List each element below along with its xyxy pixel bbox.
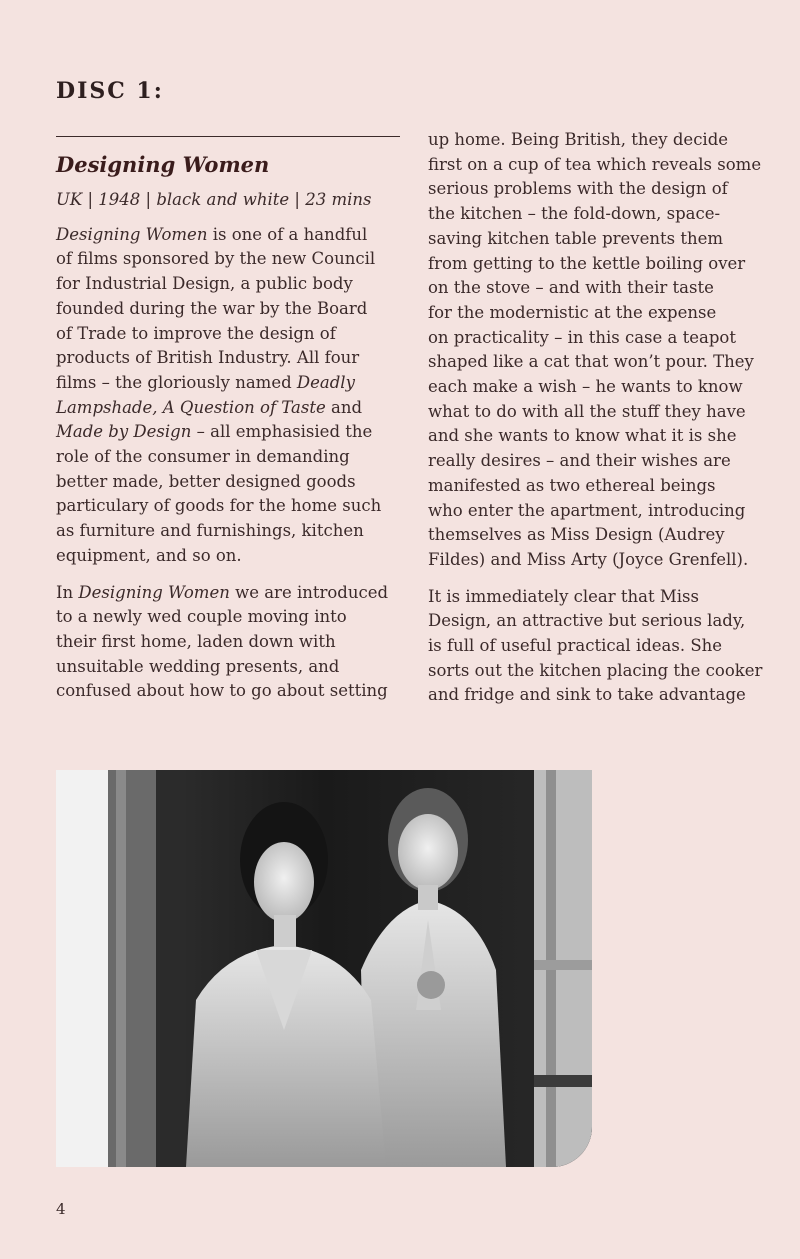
left-paragraph-1 <box>56 223 404 569</box>
text-line <box>56 272 404 297</box>
text-line: manifested as two ethereal beings <box>428 475 716 495</box>
text-run: In <box>56 582 79 602</box>
text-run: equipment, and so on. <box>56 545 242 565</box>
text-line: who enter the apartment, introducing <box>428 500 746 520</box>
text-line <box>56 247 404 272</box>
text-line: on the stove – and with their taste <box>428 278 714 298</box>
text-line <box>56 470 404 495</box>
text-line <box>56 679 404 704</box>
text-line <box>56 519 404 544</box>
text-run: unsuitable wedding presents, and <box>56 656 340 676</box>
right-paragraph-1 <box>428 128 778 573</box>
left-paragraph-2 <box>56 581 404 705</box>
text-line: on practicality – in this case a teapot <box>428 327 736 347</box>
text-line <box>56 630 404 655</box>
text-line: really desires – and their wishes are <box>428 451 731 471</box>
text-line <box>56 445 404 470</box>
italic-text: Designing Women <box>78 582 230 602</box>
text-line: each make a wish – he wants to know <box>428 377 743 397</box>
right-paragraph-2 <box>428 585 778 709</box>
disc-heading: DISC 1: <box>56 78 164 104</box>
film-title: Designing Women <box>56 152 270 177</box>
text-line: Design, an attractive but serious lady, <box>428 611 746 631</box>
text-run: their first home, laden down with <box>56 631 336 651</box>
text-run: role of the consumer in demanding <box>56 447 350 467</box>
text-line <box>56 346 404 371</box>
italic-text: Lampshade, A Question of Taste <box>56 397 326 417</box>
text-run: of Trade to improve the design of <box>56 323 336 343</box>
text-run: founded during the war by the Board <box>56 298 368 318</box>
italic-text: Deadly <box>296 372 355 392</box>
text-line: It is immediately clear that Miss <box>428 586 699 606</box>
text-line: Fildes) and Miss Arty (Joyce Grenfell). <box>428 549 749 569</box>
text-run: as furniture and furnishings, kitchen <box>56 521 364 541</box>
text-line <box>56 322 404 347</box>
film-meta: UK | 1948 | black and white | 23 mins <box>56 190 372 209</box>
heading-rule <box>56 136 400 137</box>
text-run: of films sponsored by the new Council <box>56 249 376 269</box>
text-line: is full of useful practical ideas. She <box>428 636 723 656</box>
text-line: for the modernistic at the expense <box>428 302 717 322</box>
text-line: saving kitchen table prevents them <box>428 228 724 248</box>
text-line: up home. Being British, they decide <box>428 130 729 149</box>
text-run: we are introduced <box>229 582 389 602</box>
left-column <box>56 150 404 704</box>
text-run: to a newly wed couple moving into <box>56 607 347 627</box>
text-line: and she wants to know what it is she <box>428 426 737 446</box>
text-run: particulary of goods for the home such <box>56 496 382 516</box>
text-run: confused about how to go about setting <box>56 681 388 701</box>
text-run: and <box>325 397 363 417</box>
text-line: themselves as Miss Design (Audrey <box>428 525 725 545</box>
text-line: from getting to the kettle boiling over <box>428 253 746 273</box>
text-run: better made, better designed goods <box>56 471 356 491</box>
text-line: what to do with all the stuff they have <box>428 401 746 421</box>
italic-text: Made by Design <box>56 422 192 442</box>
text-line <box>56 605 404 630</box>
text-line <box>56 371 404 396</box>
text-line: serious problems with the design of <box>428 179 728 199</box>
page-number: 4 <box>56 1200 66 1218</box>
text-line <box>56 420 404 445</box>
text-run: products of British Industry. All four <box>56 348 360 368</box>
film-still-photo <box>56 770 592 1167</box>
text-line: sorts out the kitchen placing the cooker <box>428 660 763 680</box>
text-line <box>56 544 404 569</box>
text-line: the kitchen – the fold-down, space- <box>428 204 721 224</box>
text-run: for Industrial Design, a public body <box>56 274 353 294</box>
text-line: first on a cup of tea which reveals some <box>428 154 762 174</box>
text-run: films – the gloriously named <box>56 372 297 392</box>
text-run: is one of a handful <box>207 224 368 244</box>
film-still-two-women-icon <box>56 770 592 1167</box>
right-column <box>428 128 778 708</box>
text-line: and fridge and sink to take advantage <box>428 685 746 705</box>
text-line <box>56 655 404 680</box>
text-line <box>56 297 404 322</box>
text-line <box>56 396 404 421</box>
text-line: shaped like a cat that won’t pour. They <box>428 352 754 372</box>
text-line <box>56 223 404 248</box>
text-run: – all emphasisied the <box>191 422 373 442</box>
italic-text: Designing Women <box>56 224 208 244</box>
text-line <box>56 494 404 519</box>
text-line <box>56 581 404 606</box>
